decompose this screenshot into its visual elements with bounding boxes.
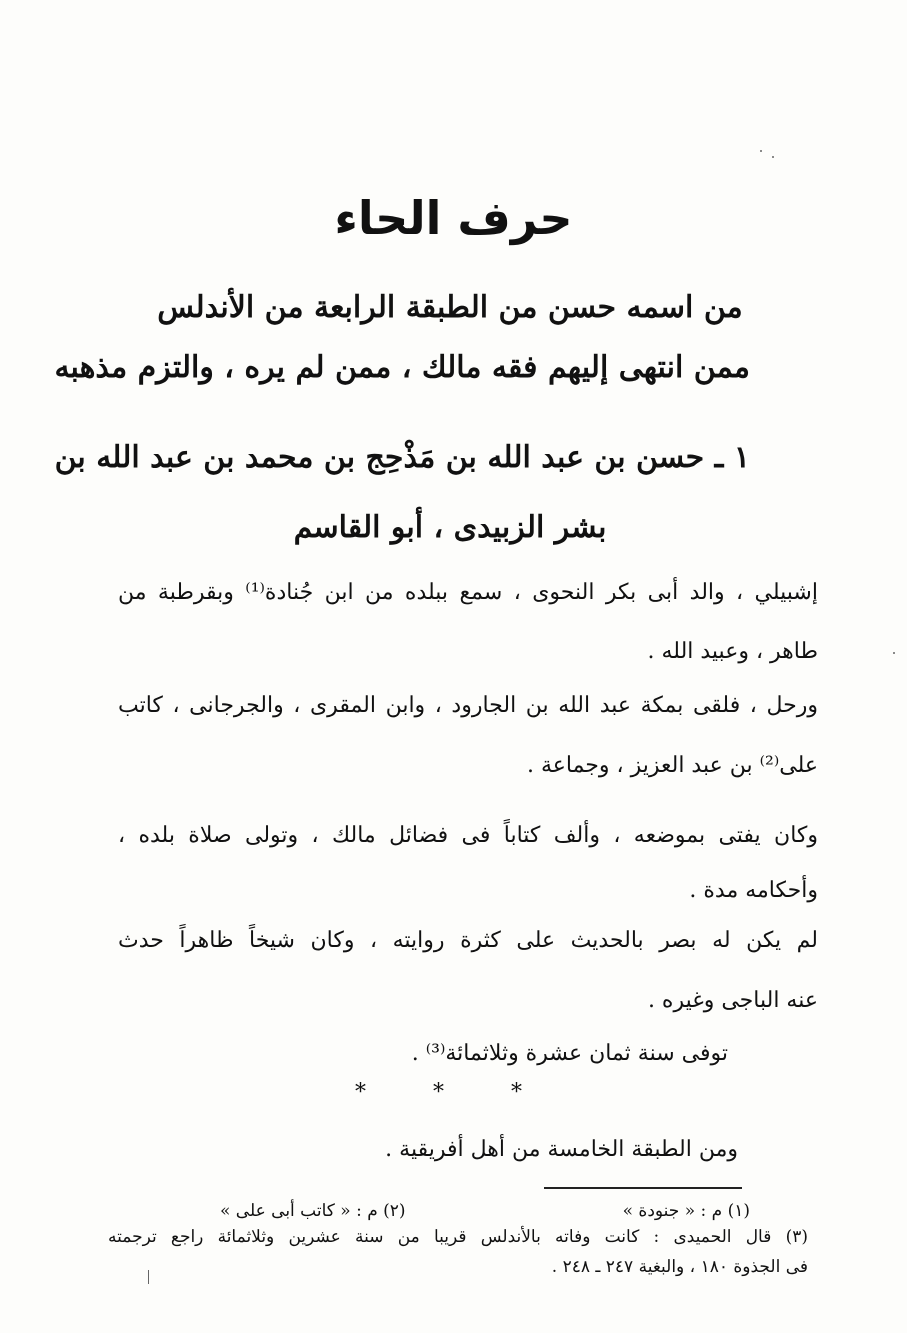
paragraph-5-line-1: توفى سنة ثمان عشرة وثلاثمائة⁽³⁾ . bbox=[411, 1041, 728, 1066]
paragraph-3-line-2: وأحكامه مدة . bbox=[689, 878, 818, 903]
section-separator: * * * bbox=[355, 1080, 552, 1105]
paragraph-1-line-2: طاهر ، وعبيد الله . bbox=[647, 639, 818, 664]
footnotes-row-1 bbox=[220, 1198, 750, 1224]
paragraph-3-line-1: وكان يفتى بموضعه ، وألف كتاباً فى فضائل مالك ، وتولى صلاة بلده ، bbox=[118, 823, 818, 848]
paper-speck bbox=[760, 150, 762, 152]
entry-heading-line-2: بشر الزبيدى ، أبو القاسم bbox=[293, 510, 607, 545]
paragraph-4-line-1: لم يكن له بصر بالحديث على كثرة روايته ، وكان شيخاً ظاهراً حدث bbox=[118, 928, 818, 953]
footnote-3-line-1: (٣) قال الحميدى : كانت وفاته بالأندلس قريبا من سنة عشرين وثلاثمائة راجع ترجمته bbox=[108, 1227, 808, 1247]
paragraph-4-line-2: عنه الباجى وغيره . bbox=[647, 988, 818, 1013]
footnote-divider bbox=[544, 1187, 742, 1189]
paragraph-2-line-2: على⁽²⁾ بن عبد العزيز ، وجماعة . bbox=[526, 753, 818, 778]
entry-heading-line-1: ١ ـ حسن بن عبد الله بن مَذْحِج بن محمد بن عبد الله بن bbox=[54, 440, 750, 475]
paper-speck bbox=[893, 652, 895, 654]
paper-speck bbox=[772, 156, 774, 158]
chapter-title: حرف الحاء bbox=[334, 191, 573, 245]
footnote-1: (١) م : « جنودة » bbox=[622, 1201, 750, 1221]
footnote-3-line-2: فى الجذوة ١٨٠ ، والبغية ٢٤٧ ـ ٢٤٨ . bbox=[551, 1257, 808, 1277]
paragraph-1-line-1: إشبيلي ، والد أبى بكر النحوى ، سمع ببلده من ابن جُنادة⁽¹⁾ وبقرطبة من bbox=[118, 580, 818, 605]
section-heading-line-1: من اسمه حسن من الطبقة الرابعة من الأندلس bbox=[157, 290, 743, 325]
section-heading-line-2: ممن انتهى إليهم فقه مالك ، ممن لم يره ، والتزم مذهبه bbox=[54, 350, 750, 385]
paragraph-2-line-1: ورحل ، فلقى بمكة عبد الله بن الجارود ، وابن المقرى ، والجرجانى ، كاتب bbox=[118, 693, 818, 718]
footnote-2: (٢) م : « كاتب أبى على » bbox=[220, 1201, 406, 1221]
next-section-heading: ومن الطبقة الخامسة من أهل أفريقية . bbox=[385, 1137, 738, 1162]
